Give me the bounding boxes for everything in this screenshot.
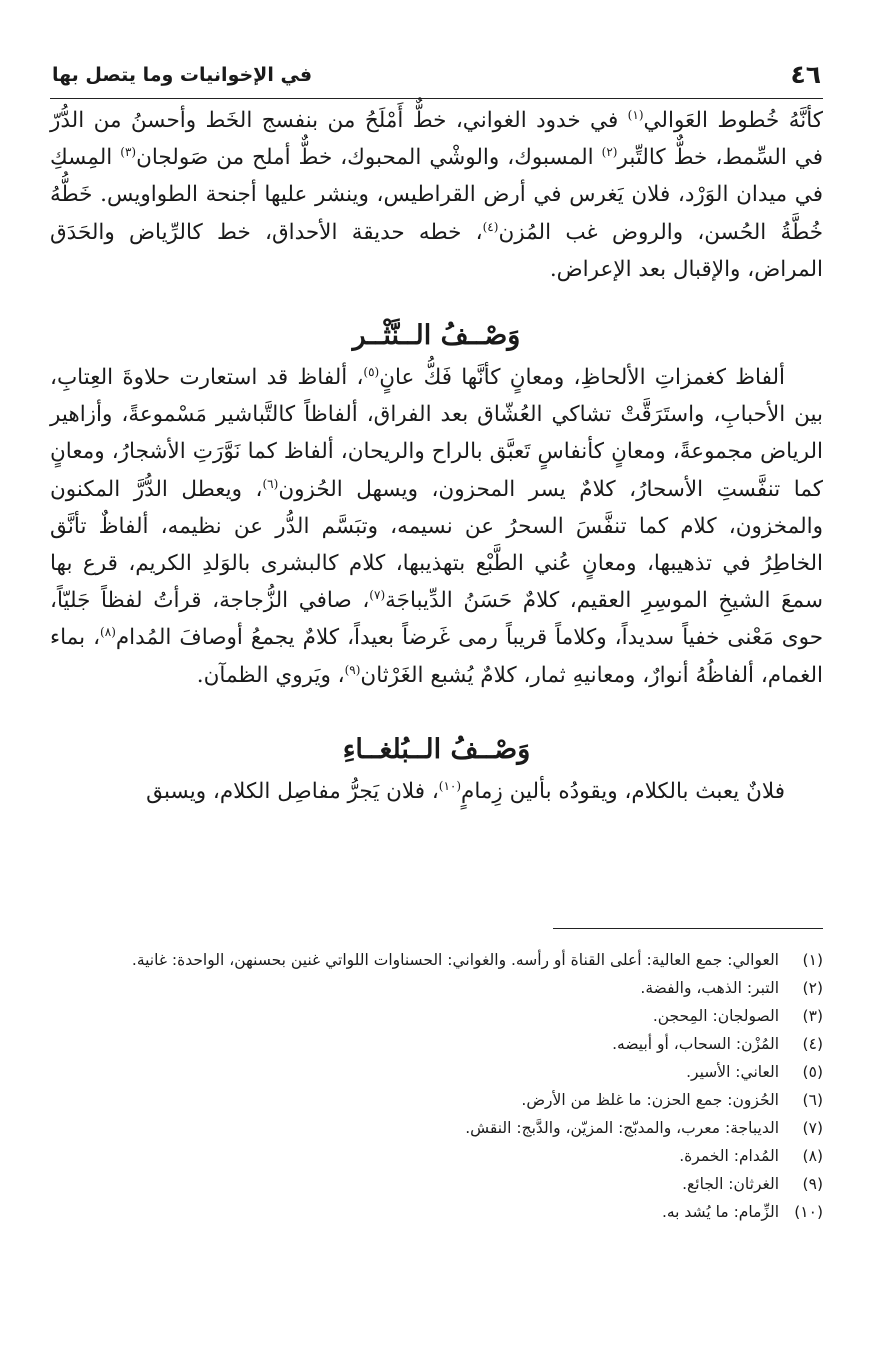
footnote: (٥) العاني: الأسير. bbox=[686, 1063, 823, 1081]
footnote-ref-3: (٣) bbox=[120, 145, 137, 160]
main-text bbox=[50, 102, 823, 810]
footnote-ref-10: (١٠) bbox=[438, 778, 462, 793]
footnote: (٢) التبر: الذهب، والفضة. bbox=[640, 979, 823, 997]
footnote: (٤) المُزْن: السحاب، أو أبيضه. bbox=[612, 1035, 823, 1053]
footnote: (٣) الصولجان: المِحجن. bbox=[652, 1007, 823, 1025]
footnote-ref-6: (٦) bbox=[262, 476, 279, 491]
footnote: (٩) الغرثان: الجائع. bbox=[682, 1175, 823, 1193]
footnote: (٦) الحُزون: جمع الحزن: ما غلظ من الأرض. bbox=[521, 1091, 823, 1109]
footnote-ref-2: (٢) bbox=[601, 145, 618, 160]
footnote: (١) العوالي: جمع العالية: أعلى القناة أو رأسه. والغواني: الحسناوات اللواتي غنين بحسنهن، الواحدة: غانية. bbox=[131, 951, 823, 969]
paragraph-prose: ألفاظ كغمزاتِ الألحاظِ، ومعانٍ كأنَّها فَكُّ عانٍ$^{(٥)}$، ألفاظ قد استعارت حلاوةَ العِتابِ، بين الأحبابِ، واستَرَقَّتْ تشاكي العُشّاق بعد الفراق، ألفاظاً كالتَّباشير مَسْموعةً، وأزاهير الرياض مجموعةً، ومعانٍ كأنفاسٍ تَعبَّق بالراح والريحان، ألفاظ كما نَوَّرَتِ الأشجارُ، ومعانٍ كما تنفَّستِ الأسحارُ، كلامٌ يسر المحزون، ويسهل الحُزون$^{(٦)}$، ويعطل الدُّرَّ المكنون والمخزون، كلام كما تنفَّسَ السحرُ عن نسيمه، وتبَسَّم الدُّر عن نظيمه، ألفاظٌ تأنَّق الخاطِرُ في تذهيبها، ومعانٍ عُني الطَّبْع بتهذيبها، كلام كالبشرى بالوَلدِ الكريم، قرع بها سمعَ الشيخِ الموسِرِ العقيم، كلامٌ حَسَنُ الدِّيباجَة$^{(٧)}$، صافي الزُّجاجة، قرأتُ لفظاً جَليّاً، حوى مَعْنى خفياً سديداً، وكلاماً قريباً رمى غَرضاً بعيداً، كلامٌ يجمعُ أوصافَ المُدام$^{(٨)}$، بماء الغمام، ألفاظُهُ أنوارٌ، ومعانيهِ ثمار، كلامٌ يُشبع الغَرْثان$^{(٩)}$، ويَروي الظمآن. bbox=[50, 364, 823, 688]
footnote-ref-7: (٧) bbox=[369, 588, 386, 603]
footnote: (٧) الديباجة: معرب، والمدبّج: المزيّن، والدَّبج: النقش. bbox=[465, 1119, 823, 1137]
footnote: (٨) المُدام: الخمرة. bbox=[679, 1147, 823, 1165]
footnote-divider bbox=[553, 928, 823, 929]
paragraph-handwriting: كأنَّهُ خُطوط العَوالي$^{(١)}$ في خدود الغواني، خطٌّ أَمْلَحُ من بنفسج الخَط وأحسنُ من الدُّرّ في السِّمط، خطٌّ كالتِّبر$^{(٢)}$ المسبوك، والوشْي المحبوك، خطٌّ أملح من صَولجان$^{(٣)}$ المِسكِ في ميدان الوَرْد، فلان يَغرس في أرض القراطيس، وينشر عليها أجنحة الطواويس. خَطُّهُ خُطَّةُ الحُسن، والروض غب المُزن$^{(٤)}$، خطه حديقة الأحداق، خط كالرِّياض والحَدَق المراض، والإقبال بعد الإعراض. bbox=[50, 107, 823, 282]
footnote-ref-1: (١) bbox=[627, 107, 644, 122]
paragraph-eloquent: فلانٌ يعبث بالكلام، ويقودُه بألين زِمامٍ$^{(١٠)}$، فلان يَجرُّ مفاصِل الكلام، ويسبق bbox=[146, 778, 785, 804]
page-header bbox=[50, 58, 823, 99]
section-title-prose: وَصْــفُ الــنَّثْــر bbox=[352, 320, 521, 352]
running-title: في الإخوانيات وما يتصل بها bbox=[52, 64, 313, 86]
footnotes bbox=[50, 946, 823, 1226]
footnote-ref-5: (٥) bbox=[363, 364, 380, 379]
footnote: (١٠) الزِّمام: ما يُشد به. bbox=[661, 1203, 823, 1221]
section-title-eloquent: وَصْــفُ الــبُلغــاءِ bbox=[342, 733, 531, 765]
page-number: ٤٦ bbox=[790, 60, 821, 89]
footnote-ref-8: (٨) bbox=[100, 625, 116, 640]
footnote-ref-9: (٩) bbox=[344, 662, 361, 677]
footnote-ref-4: (٤) bbox=[482, 219, 499, 234]
